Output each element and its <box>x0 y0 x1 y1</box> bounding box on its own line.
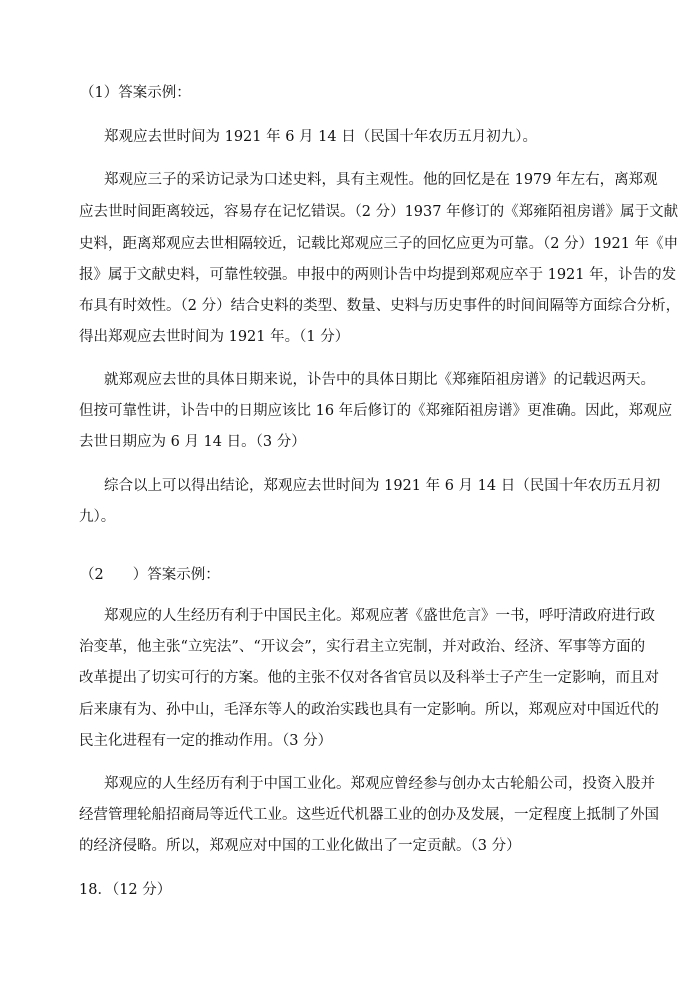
part1-para2-line3: 去世日期应为 6 月 14 日。（3 分） <box>79 434 306 450</box>
part1-para1-line6: 得出郑观应去世时间为 1921 年。（1 分） <box>79 329 350 345</box>
part2-para1-line5: 民主化进程有一定的推动作用。（3 分） <box>79 733 333 749</box>
part1-para1-line5: 布具有时效性。（2 分）结合史料的类型、数量、史料与历史事件的时间间隔等方面综合分析， <box>79 298 681 314</box>
part2-para1-line3: 改革提出了切实可行的方案。他的主张不仅对各省官员以及科举士子产生一定影响，而且对 <box>79 670 659 686</box>
part2-para1-line4: 后来康有为、孙中山，毛泽东等人的政治实践也具有一定影响。所以，郑观应对中国近代的 <box>79 702 659 718</box>
part1-para1-line1: 郑观应三子的采访记录为口述史料，具有主观性。他的回忆是在 1979 年左右，离郑观 <box>104 172 658 188</box>
part2-para2-line2: 经营管理轮船招商局等近代工业。这些近代机器工业的创办及发展，一定程度上抵制了外国 <box>79 807 659 823</box>
part2-para2-line1: 郑观应的人生经历有利于中国工业化。郑观应曾经参与创办太古轮船公司，投资入股并 <box>104 776 655 792</box>
part1-para1-line4: 报》属于文献史料，可靠性较强。申报中的两则讣告中均提到郑观应卒于 1921 年，讣告的发 <box>79 267 677 283</box>
part2-para1-line2: 治变革，他主张“立宪法”、“开议会”，实行君主立宪制，并对政治、经济、军事等方面的 <box>79 639 646 655</box>
part1-para2-line1: 就郑观应去世的具体日期来说，讣告中的具体日期比《郑雍陌祖房谱》的记载迟两天。 <box>104 372 655 388</box>
part2-heading: （2 ）答案示例： <box>80 567 220 583</box>
part1-heading: （1）答案示例： <box>80 85 191 101</box>
question-18-label: 18．（12 分） <box>79 882 172 898</box>
part1-para2-line2: 但按可靠性讲，讣告中的日期应该比 16 年后修订的《郑雍陌祖房谱》更准确。因此，郑观应 <box>79 403 673 419</box>
part1-para1-line2: 应去世时间距离较远，容易存在记忆错误。（2 分）1937 年修订的《郑雍陌祖房谱》属于文献 <box>79 204 679 220</box>
part2-para1-line1: 郑观应的人生经历有利于中国民主化。郑观应著《盛世危言》一书，呼吁清政府进行政 <box>104 608 655 624</box>
part2-para2-line3: 的经济侵略。所以，郑观应对中国的工业化做出了一定贡献。（3 分） <box>79 838 521 854</box>
part1-answer: 郑观应去世时间为 1921 年 6 月 14 日（民国十年农历五月初九）。 <box>104 129 537 145</box>
part1-para1-line3: 史料，距离郑观应去世相隔较近，记载比郑观应三子的回忆应更为可靠。（2 分）1921 年《申 <box>79 236 679 252</box>
part1-para3-line1: 综合以上可以得出结论，郑观应去世时间为 1921 年 6 月 14 日（民国十年农历五月初 <box>104 478 661 494</box>
part1-para3-line2: 九）。 <box>79 509 116 525</box>
